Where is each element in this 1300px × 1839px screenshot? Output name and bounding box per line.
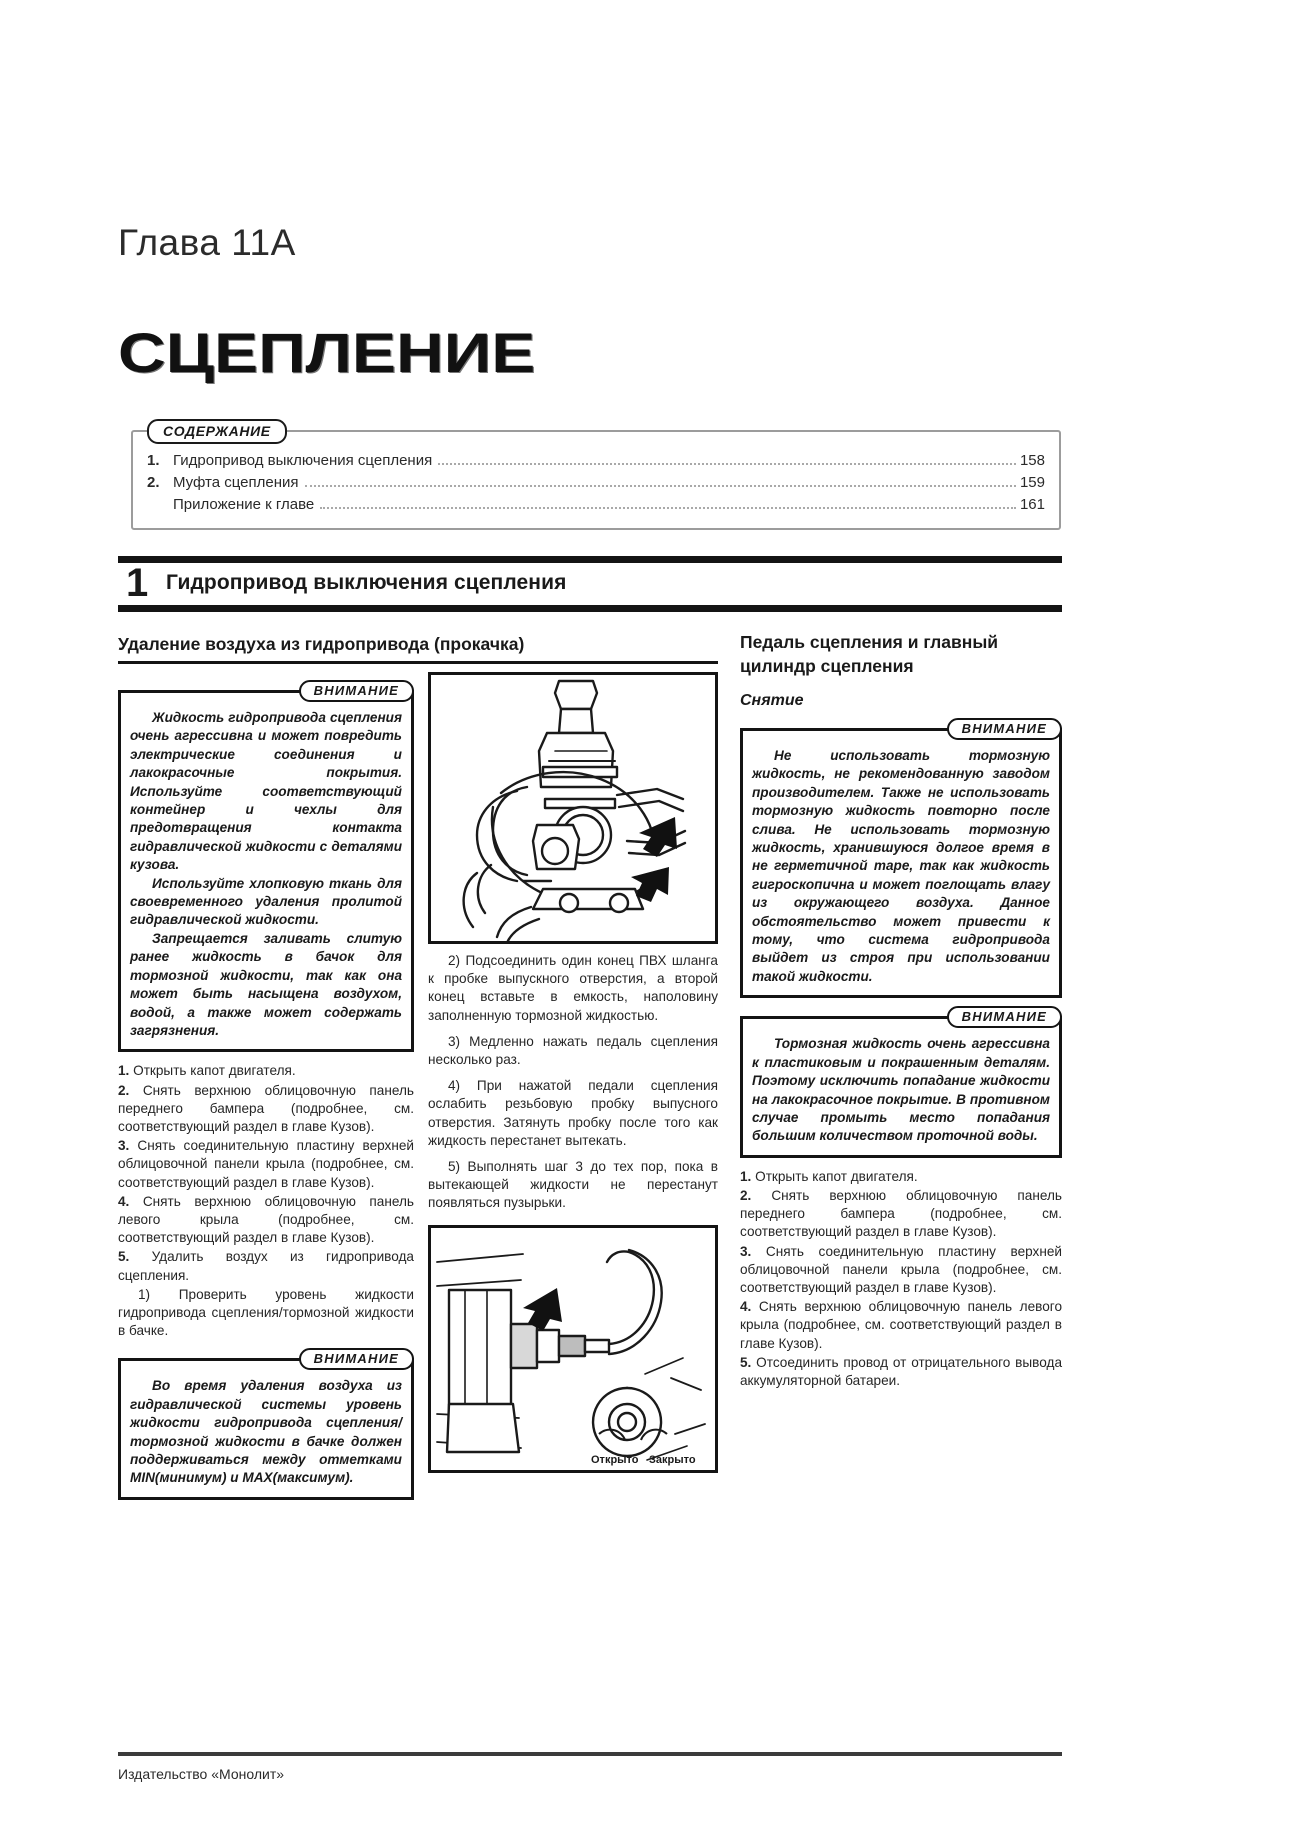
warning-paragraph: Не использовать тормозную жидкость, не рекомендованную заводом производителем. Также не использовать тормозную жидкость повторно после слива. Не использовать тормозную жидкость, хранившуюся долгое время в не герметичной таре, так как жидкость гигроскопична и может поглощать влагу из окружающего воздуха. Данное обстоятельство может привести к тому, что система гидропривода выйдет из строя при использовании такой жидкости.: [752, 748, 1050, 984]
warning-tab-label: ВНИМАНИЕ: [947, 718, 1062, 740]
pointer-arrow-icon: [631, 817, 677, 902]
section-title: Гидропривод выключения сцепления: [166, 571, 567, 594]
toc-entry-page: 159: [1019, 474, 1045, 491]
section-rule-top: [118, 556, 1062, 563]
step-text: Снять верхнюю облицовочную панель переднего бампера (подробнее, см. соответствующий раздел в главе Кузов).: [118, 1082, 414, 1134]
warning-tab-label: ВНИМАНИЕ: [299, 1348, 414, 1370]
step-text: Снять верхнюю облицовочную панель левого крыла (подробнее, см. соответствующий раздел в главе Кузов).: [740, 1299, 1063, 1351]
step-text: Удалить воздух из гидропривода сцепления.: [118, 1249, 414, 1283]
figure-master-cylinder: [428, 672, 718, 944]
step-number: 2.: [118, 1082, 130, 1098]
toc-leader-dots: [438, 462, 1016, 465]
master-cylinder-illustration: [431, 675, 715, 941]
step-number: 5.: [118, 1249, 130, 1265]
step-number: 1.: [118, 1063, 130, 1079]
toc-leader-dots: [320, 506, 1016, 509]
warning-tab-label: ВНИМАНИЕ: [947, 1006, 1062, 1028]
step-number: 4.: [740, 1299, 752, 1315]
footer-rule: [118, 1752, 1062, 1756]
warning-box: [740, 721, 1062, 998]
warning-paragraph: Во время удаления воздуха из гидравлической системы уровень жидкости гидропривода сцепления/тормозной жидкости в бачке должен поддерживаться между отметками MIN(минимум) и MAX(максимум).: [130, 1378, 402, 1486]
toc-entry[interactable]: [147, 450, 1045, 472]
right-column-heading: Педаль сцепления и главный цилиндр сцепления: [740, 632, 999, 676]
right-steps-list: [740, 1168, 1062, 1390]
step-number: 1.: [740, 1168, 752, 1184]
left-column-heading: Удаление воздуха из гидропривода (прокачка): [118, 632, 718, 664]
chapter-title: СЦЕПЛЕНИЕ: [118, 321, 536, 384]
toc-entry-number: 2.: [147, 474, 160, 491]
left-column: [118, 672, 414, 1510]
step-number: 3.: [740, 1243, 752, 1259]
warning-tab-label: ВНИМАНИЕ: [299, 680, 414, 702]
step-item: [740, 1187, 1062, 1242]
warning-box: [118, 1351, 414, 1499]
warning-paragraph: Жидкость гидропривода сцепления очень агрессивна и может повредить электрические соединения и лакокрасочные покрытия. Используйте соответствующий контейнер и чехлы для предотвращения контакта гидравлической жидкости с деталями кузова.: [130, 710, 402, 873]
toc-entry[interactable]: [147, 494, 1045, 516]
sub-step-item: 1) Проверить уровень жидкости гидропривода сцепления/тормозной жидкости в бачке.: [118, 1286, 414, 1339]
toc-entry-title: Приложение к главе: [173, 496, 315, 513]
section-number: 1: [126, 561, 149, 605]
step-item: [118, 1082, 414, 1137]
toc-entry-title: Гидропривод выключения сцепления: [173, 452, 433, 469]
warning-paragraph: Запрещается заливать слитую ранее жидкость в бачок для тормозной жидкости, так как она может быть насыщена воздухом, водой, а также может содержать загрязнения.: [130, 930, 402, 1038]
toc-entry[interactable]: [147, 472, 1045, 494]
warning-paragraph: Тормозная жидкость очень агрессивна к пластиковым и покрашенным деталям. Поэтому исключить попадание жидкости на лакокрасочное покрытие. В противном случае промыть место попадания большим количеством проточной воды.: [752, 1036, 1050, 1144]
figure-bleed-screw: [428, 1225, 718, 1473]
step-text: Отсоединить провод от отрицательного вывода аккумуляторной батареи.: [740, 1354, 1062, 1388]
step-item: [118, 1137, 414, 1192]
step-text: Снять верхнюю облицовочную панель левого крыла (подробнее, см. соответствующий раздел в главе Кузов).: [118, 1193, 414, 1246]
step-item: [740, 1354, 1062, 1390]
step-number: 3.: [118, 1138, 130, 1154]
step-text: Снять соединительную пластину верхней облицовочной панели крыла (подробнее, см. соответствующий раздел в главе Кузов).: [740, 1243, 1062, 1295]
step-text: Открыть капот двигателя.: [133, 1063, 296, 1079]
step-text: Снять верхнюю облицовочную панель переднего бампера (подробнее, см. соответствующий раздел в главе Кузов).: [740, 1187, 1062, 1240]
sub-step-item: 4) При нажатой педали сцепления ослабить резьбовую пробку выпусного отверстия. Затянуть пробку после того как жидкость перестанет вытекать.: [428, 1078, 718, 1148]
step-item: [118, 1193, 414, 1248]
middle-column: [428, 672, 718, 1473]
figure-label-open: Открыто: [591, 1453, 639, 1466]
chapter-label: Глава 11А: [118, 222, 296, 263]
toc-entry-page: 158: [1019, 452, 1045, 469]
warning-box: [740, 1009, 1062, 1157]
step-number: 5.: [740, 1354, 752, 1370]
sub-step-item: 5) Выполнять шаг 3 до тех пор, пока в вытекающей жидкости не перестанут появляться пузырьки.: [428, 1159, 718, 1211]
toc-entry-number: 1.: [147, 452, 160, 469]
publisher-label: Издательство «Монолит»: [118, 1766, 285, 1782]
step-item: [740, 1168, 1062, 1186]
bleed-screw-illustration: [431, 1228, 715, 1470]
warning-paragraph: Используйте хлопковую ткань для своевременного удаления пролитой гидравлической жидкости.: [130, 875, 402, 928]
right-column: [740, 630, 1062, 1391]
left-steps-list: [118, 1062, 414, 1340]
figure-label-closed: Закрыто: [649, 1453, 696, 1466]
step-text: Открыть капот двигателя.: [755, 1168, 918, 1184]
step-item: [118, 1062, 414, 1080]
table-of-contents: [131, 423, 1061, 530]
sub-step-item: 3) Медленно нажать педаль сцепления несколько раз.: [428, 1033, 718, 1068]
section-header: [118, 556, 1062, 612]
step-number: 4.: [118, 1193, 130, 1209]
toc-leader-dots: [305, 484, 1016, 487]
step-text: Снять соединительную пластину верхней облицовочной панели крыла (подробнее, см. соответствующий раздел в главе Кузов).: [118, 1138, 414, 1190]
toc-tab-label: СОДЕРЖАНИЕ: [147, 419, 287, 444]
step-item: [118, 1248, 414, 1284]
step-number: 2.: [740, 1187, 752, 1203]
sub-step-item: 2) Подсоединить один конец ПВХ шланга к пробке выпускного отверстия, а второй конец вставьте в емкость, наполовину заполненную тормозной жидкостью.: [428, 953, 718, 1023]
toc-list: [147, 450, 1045, 516]
right-column-subheading: Снятие: [740, 692, 804, 709]
warning-box: [118, 683, 414, 1052]
toc-entry-page: 161: [1019, 496, 1045, 513]
toc-entry-title: Муфта сцепления: [173, 474, 299, 491]
step-item: [740, 1243, 1062, 1298]
step-item: [740, 1298, 1062, 1353]
section-rule-bottom: [118, 605, 1062, 612]
